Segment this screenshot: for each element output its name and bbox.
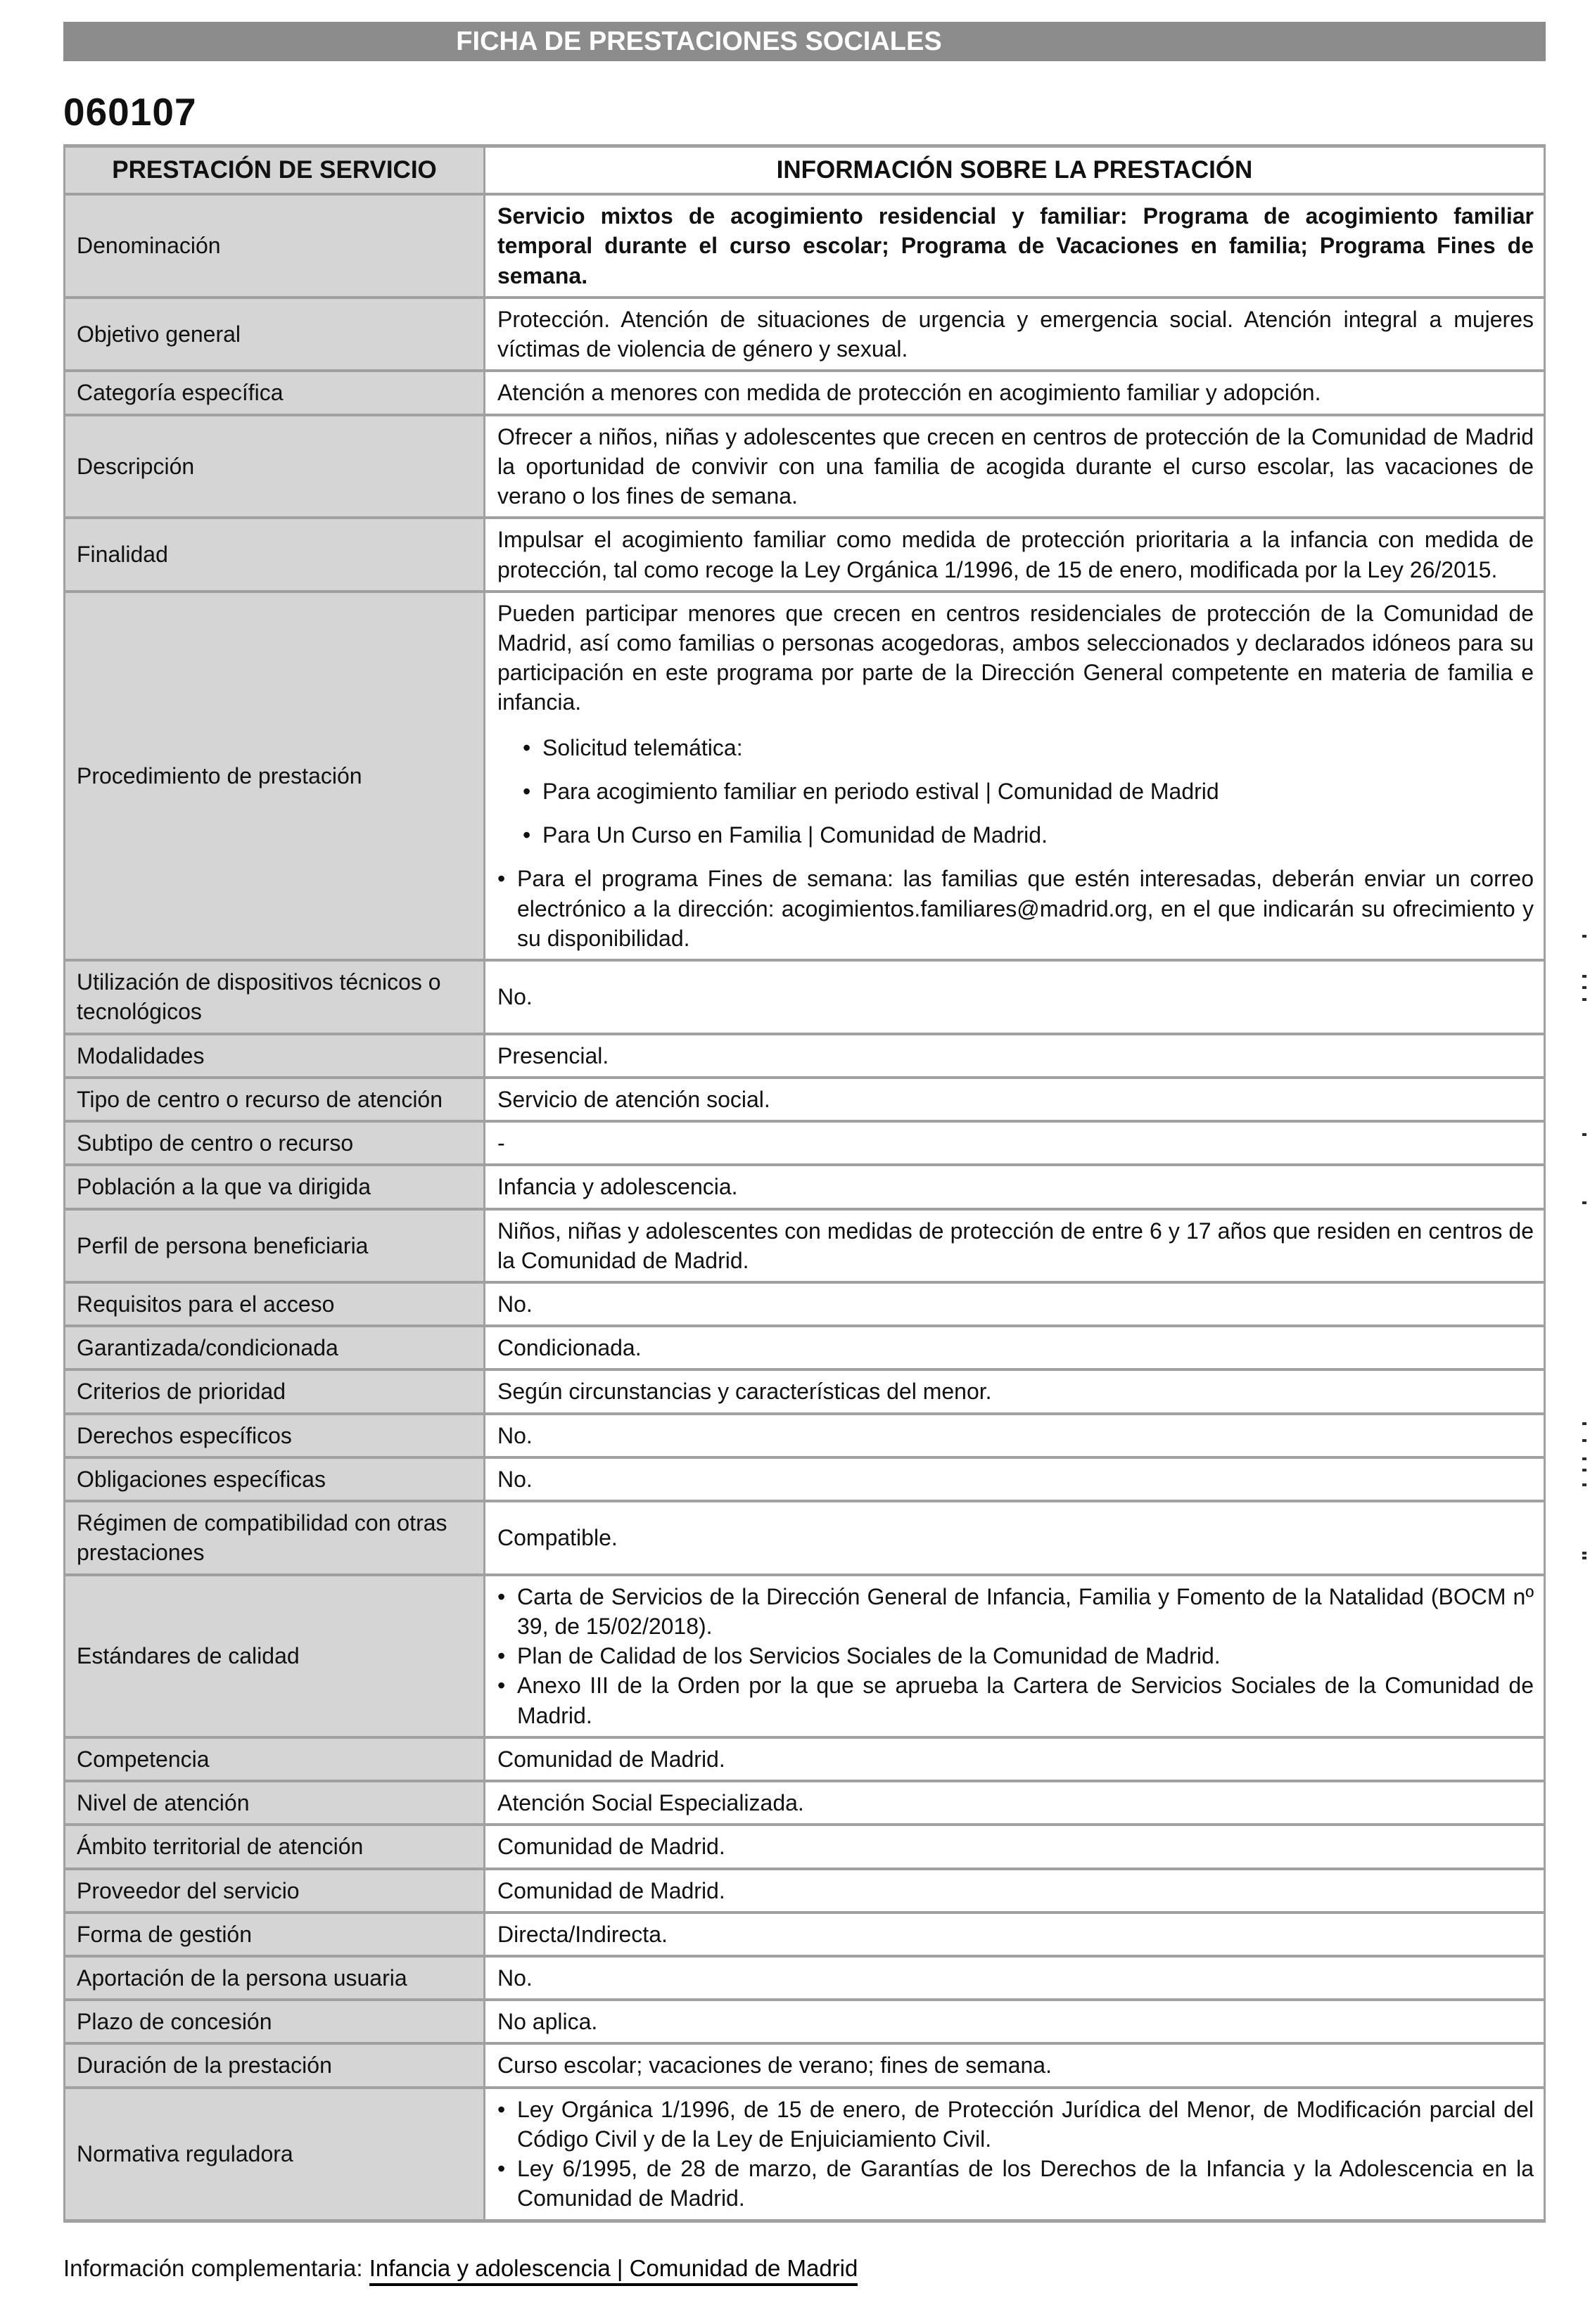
footer-link[interactable]: Infancia y adolescencia | Comunidad de Madrid (369, 2255, 858, 2286)
row-value (485, 519, 1544, 589)
row-label: Plazo de concesión (65, 2001, 485, 2042)
row-value (485, 1576, 1544, 1736)
bullet-item (497, 2095, 1534, 2154)
row-value (485, 2045, 1544, 2086)
edge-artifact (1582, 1457, 1586, 1460)
edge-artifact (1582, 1483, 1586, 1486)
row-label: Obligaciones específicas (65, 1459, 485, 1500)
row-value (485, 1211, 1544, 1281)
bullet-icon (497, 1641, 517, 1671)
bullet-text: Anexo III de la Orden por la que se aprueba la Cartera de Servicios Sociales de la Comunidad de Madrid. (517, 1673, 1534, 1728)
row-label: Objetivo general (65, 299, 485, 369)
row-value (485, 962, 1544, 1032)
row-value (485, 1371, 1544, 1412)
row-text: Compatible. (497, 1525, 618, 1551)
bullet-text: Plan de Calidad de los Servicios Sociales de la Comunidad de Madrid. (517, 1643, 1221, 1669)
table-row (65, 1415, 1544, 1459)
bullet-text: Para Un Curso en Familia | Comunidad de Madrid. (542, 822, 1048, 848)
row-value (485, 1035, 1544, 1076)
row-value (485, 1870, 1544, 1911)
row-text: Protección. Atención de situaciones de urgencia y emergencia social. Atención integral a mujeres víctimas de violencia de género y sexual. (497, 306, 1534, 362)
bullet-item (497, 820, 1534, 850)
row-label: Subtipo de centro o recurso (65, 1123, 485, 1163)
row-label: Tipo de centro o recurso de atención (65, 1079, 485, 1120)
row-label: Categoría específica (65, 372, 485, 413)
table-row (65, 519, 1544, 592)
bullet-icon (497, 1582, 517, 1611)
row-value (485, 593, 1544, 959)
complementary-info (63, 2255, 1546, 2324)
service-code: 060107 (63, 90, 197, 134)
row-text: No. (497, 1422, 533, 1448)
bullet-icon (523, 777, 542, 806)
table-row (65, 593, 1544, 962)
row-label: Modalidades (65, 1035, 485, 1076)
table-row (65, 1826, 1544, 1870)
bullet-item (497, 2154, 1534, 2213)
row-text: Presencial. (497, 1042, 609, 1068)
row-label: Estándares de calidad (65, 1576, 485, 1736)
bullet-icon (497, 864, 517, 893)
table-row (65, 299, 1544, 372)
row-text: Curso escolar; vacaciones de verano; fines de semana. (497, 2052, 1052, 2079)
row-text: Servicio de atención social. (497, 1086, 770, 1112)
table-row (65, 2001, 1544, 2045)
row-text: Comunidad de Madrid. (497, 1877, 725, 1903)
bullet-item (497, 1641, 1534, 1671)
row-text: Atención a menores con medida de protección en acogimiento familiar y adopción. (497, 380, 1321, 406)
row-label: Proveedor del servicio (65, 1870, 485, 1911)
row-value (485, 196, 1544, 296)
edge-artifact (1582, 986, 1586, 989)
row-text: Pueden participar menores que crecen en centros residenciales de protección de la Comunidad de Madrid, así como familias o personas acogedoras, ambos seleccionados y declarados idóneos para su participación en este programa por parte de la Dirección General competente en materia de familia e infancia. (497, 600, 1534, 715)
row-text: Comunidad de Madrid. (497, 1746, 725, 1772)
row-label: Ámbito territorial de atención (65, 1826, 485, 1867)
row-text: Directa/Indirecta. (497, 1921, 668, 1947)
row-text: No. (497, 1965, 533, 1991)
bullet-text: Ley Orgánica 1/1996, de 15 de enero, de Protección Jurídica del Menor, de Modificación parcial del Código Civil y de la Ley de Enjuiciamiento Civil. (517, 2096, 1534, 2152)
row-label: Régimen de compatibilidad con otras prestaciones (65, 1502, 485, 1573)
table-row (65, 1958, 1544, 2001)
row-text: No aplica. (497, 2009, 598, 2035)
row-text: No. (497, 1291, 533, 1317)
column-header-informacion: INFORMACIÓN SOBRE LA PRESTACIÓN (485, 148, 1544, 193)
row-label: Población a la que va dirigida (65, 1166, 485, 1207)
row-text: Comunidad de Madrid. (497, 1834, 725, 1860)
bullet-item (497, 1671, 1534, 1730)
bullet-text: Carta de Servicios de la Dirección General de Infancia, Familia y Fomento de la Natalidad (BOCM nº 39, de 15/02/2018). (517, 1583, 1534, 1639)
edge-artifact (1582, 998, 1586, 1001)
row-label: Competencia (65, 1739, 485, 1780)
row-text: Infancia y adolescencia. (497, 1174, 738, 1200)
row-label: Perfil de persona beneficiaria (65, 1211, 485, 1281)
row-value (485, 299, 1544, 369)
edge-artifact (1582, 935, 1586, 938)
bullet-icon (523, 733, 542, 762)
row-label: Duración de la prestación (65, 2045, 485, 2086)
edge-artifact (1582, 1201, 1586, 1204)
row-text: No. (497, 984, 533, 1010)
table-row (65, 1459, 1544, 1502)
row-value (485, 1123, 1544, 1163)
table-row (65, 1870, 1544, 1914)
row-label: Nivel de atención (65, 1782, 485, 1823)
table-row (65, 1327, 1544, 1371)
bullet-item (497, 1582, 1534, 1641)
bullet-icon (497, 2095, 517, 2124)
row-label: Requisitos para el acceso (65, 1284, 485, 1324)
row-value (485, 1502, 1544, 1573)
row-text: Impulsar el acogimiento familiar como medida de protección prioritaria a la infancia con medida de protección, tal como recoge la Ley Orgánica 1/1996, de 15 de enero, modificada por la Ley 26/2015. (497, 527, 1534, 582)
row-label: Denominación (65, 196, 485, 296)
table-row (65, 962, 1544, 1035)
page-banner (63, 22, 1546, 61)
table-row (65, 1502, 1544, 1576)
row-value (485, 2001, 1544, 2042)
edge-artifact (1582, 975, 1586, 978)
row-label: Procedimiento de prestación (65, 593, 485, 959)
row-value (485, 1958, 1544, 1998)
row-label: Aportación de la persona usuaria (65, 1958, 485, 1998)
table-row (65, 1123, 1544, 1166)
table-row (65, 1284, 1544, 1327)
bullet-icon (497, 1671, 517, 1700)
row-value (485, 1327, 1544, 1368)
table-header-row (65, 148, 1544, 196)
table-row (65, 416, 1544, 520)
row-label: Utilización de dispositivos técnicos o tecnológicos (65, 962, 485, 1032)
bullet-icon (523, 820, 542, 850)
row-text: Niños, niñas y adolescentes con medidas de protección de entre 6 y 17 años que residen en centros de la Comunidad de Madrid. (497, 1218, 1534, 1273)
row-label: Garantizada/condicionada (65, 1327, 485, 1368)
table-row (65, 372, 1544, 416)
row-label: Derechos específicos (65, 1415, 485, 1456)
row-text: No. (497, 1466, 533, 1492)
row-label: Finalidad (65, 519, 485, 589)
bullet-text: Ley 6/1995, de 28 de marzo, de Garantías de los Derechos de la Infancia y la Adolescencia en la Comunidad de Madrid. (517, 2156, 1534, 2211)
row-text: Condicionada. (497, 1335, 642, 1361)
row-value (485, 1459, 1544, 1500)
bullet-text: Solicitud telemática: (542, 734, 743, 760)
footer-label: Información complementaria: (63, 2254, 363, 2281)
bullet-item (497, 864, 1534, 953)
row-text: Servicio mixtos de acogimiento residencial y familiar: Programa de acogimiento familiar temporal durante el curso escolar; Programa de Vacaciones en familia; Programa Fines de semana. (497, 203, 1534, 288)
table-row (65, 196, 1544, 299)
row-value (485, 1826, 1544, 1867)
table-row (65, 1035, 1544, 1079)
table-row (65, 1782, 1544, 1826)
table-row (65, 1211, 1544, 1284)
bullet-item (497, 777, 1534, 806)
row-value (485, 1739, 1544, 1780)
table-row (65, 1371, 1544, 1415)
column-header-prestacion: PRESTACIÓN DE SERVICIO (65, 148, 485, 193)
table-row (65, 1914, 1544, 1958)
row-value (485, 2089, 1544, 2219)
row-label: Criterios de prioridad (65, 1371, 485, 1412)
table-row (65, 2045, 1544, 2088)
edge-artifact (1582, 1557, 1586, 1559)
bullet-item (497, 733, 1534, 762)
row-value (485, 1914, 1544, 1955)
row-value (485, 416, 1544, 517)
bullet-text: Para el programa Fines de semana: las familias que estén interesadas, deberán enviar un correo electrónico a la dirección: acogimientos.familiares@madrid.org, en el que indicarán su ofrecimiento y su disponibilidad. (517, 866, 1534, 951)
table-row (65, 1576, 1544, 1739)
row-value (485, 1079, 1544, 1120)
edge-artifact (1582, 1469, 1586, 1471)
prestacion-table (63, 144, 1546, 2223)
row-text: Ofrecer a niños, niñas y adolescentes que crecen en centros de protección de la Comunidad de Madrid la oportunidad de convivir con una familia de acogida durante el curso escolar, las vacaciones de verano o los fines de semana. (497, 423, 1534, 509)
row-value (485, 1415, 1544, 1456)
row-value (485, 1166, 1544, 1207)
row-label: Normativa reguladora (65, 2089, 485, 2219)
row-label: Descripción (65, 416, 485, 517)
row-value (485, 372, 1544, 413)
row-value (485, 1782, 1544, 1823)
bullet-icon (497, 2154, 517, 2183)
row-text: - (497, 1130, 505, 1156)
edge-artifact (1582, 1133, 1586, 1136)
row-text: Atención Social Especializada. (497, 1790, 804, 1816)
table-row (65, 1166, 1544, 1210)
table-row (65, 2089, 1544, 2219)
table-row (65, 1079, 1544, 1123)
banner-title: FICHA DE PRESTACIONES SOCIALES (456, 26, 942, 56)
bullet-text: Para acogimiento familiar en periodo estival | Comunidad de Madrid (542, 778, 1219, 804)
edge-artifact (1582, 1439, 1586, 1442)
row-value (485, 1284, 1544, 1324)
row-text: Según circunstancias y características del menor. (497, 1379, 992, 1405)
table-row (65, 1739, 1544, 1782)
edge-artifact (1582, 1552, 1586, 1554)
edge-artifact (1582, 1422, 1586, 1425)
row-label: Forma de gestión (65, 1914, 485, 1955)
